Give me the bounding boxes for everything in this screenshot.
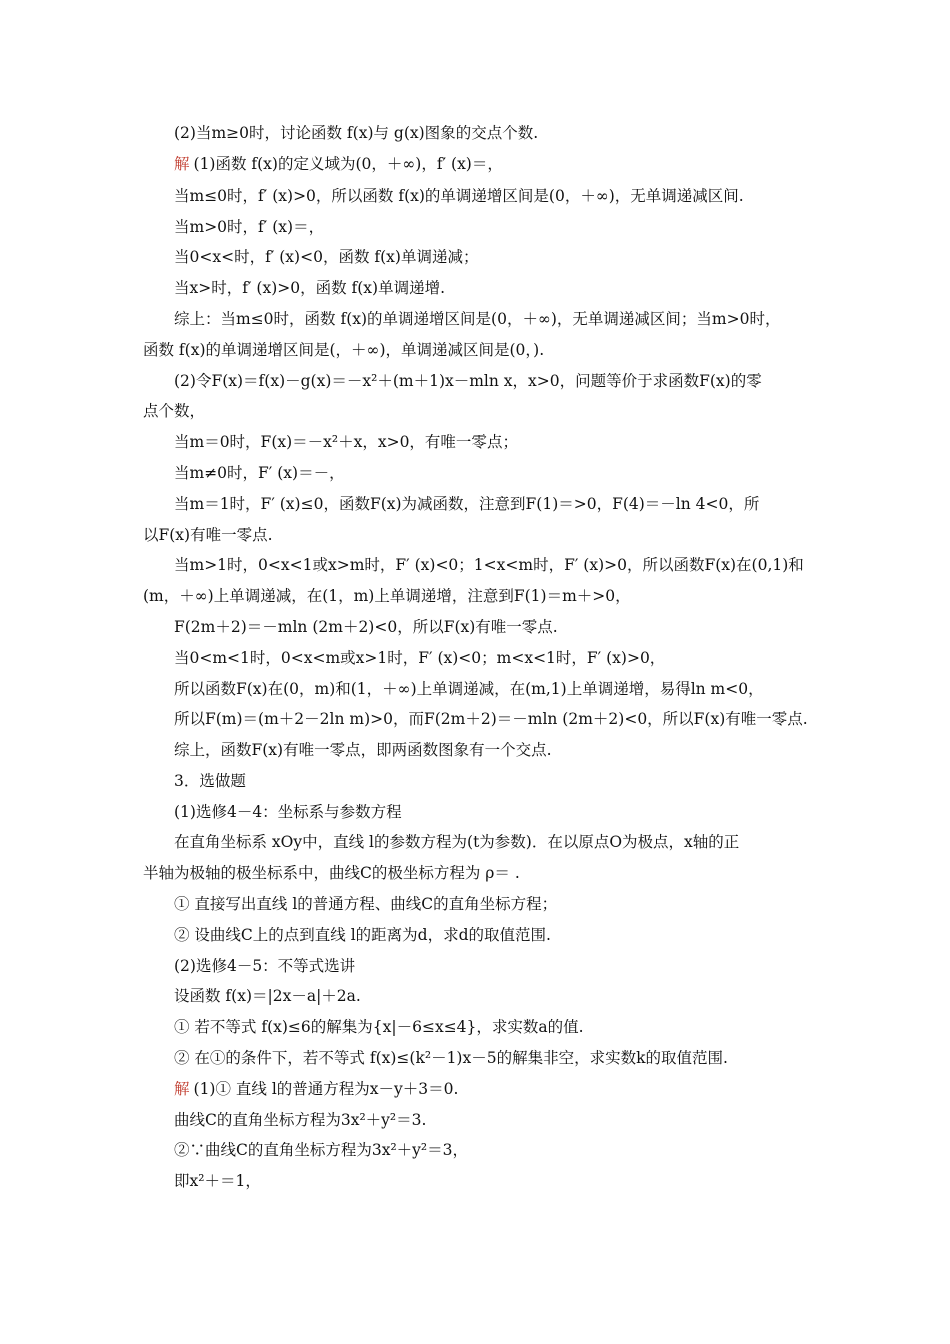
text-line: 当m≤0时，f′ (x)>0，所以函数 f(x)的单调递增区间是(0，＋∞)，无单调递减区间.: [174, 187, 744, 205]
text-line: 当m≠0时，F′ (x)＝－，: [174, 464, 345, 482]
text-line: (2)选修4－5：不等式选讲: [174, 957, 356, 975]
solution-label: 解: [174, 1080, 190, 1098]
solution-line: [174, 1079, 458, 1099]
text-line: ②∵曲线C的直角坐标方程为3x²＋y²＝3，: [174, 1141, 469, 1159]
text-line: 函数 f(x)的单调递增区间是(，＋∞)，单调递减区间是(0，).: [143, 341, 545, 359]
text-line: 所以F(m)＝(m＋2－2ln m)>0，而F(2m＋2)＝－mln (2m＋2)<0，所以F(x)有唯一零点.: [174, 710, 808, 728]
text-line: ② 设曲线C上的点到直线 l的距离为d，求d的取值范围.: [174, 926, 551, 944]
solution-label: 解: [174, 155, 190, 173]
text-line: (2)当m≥0时，讨论函数 f(x)与 g(x)图象的交点个数.: [174, 124, 539, 142]
text-line: 当0<m<1时，0<x<m或x>1时，F′ (x)<0；m<x<1时，F′ (x)>0，: [174, 649, 666, 667]
text-line: 综上，函数F(x)有唯一零点，即两函数图象有一个交点.: [174, 741, 552, 759]
text-line: 综上：当m≤0时，函数 f(x)的单调递增区间是(0，＋∞)，无单调递减区间；当m>0时，: [174, 310, 781, 328]
text-line: (m，＋∞)上单调递减，在(1，m)上单调递增，注意到F(1)＝m＋>0，: [143, 587, 631, 605]
text-line: 当m＝1时，F′ (x)≤0，函数F(x)为减函数，注意到F(1)＝>0，F(4)＝－ln 4<0，所: [174, 495, 760, 513]
text-line: 当0<x<时，f′ (x)<0，函数 f(x)单调递减；: [174, 248, 479, 266]
text-line: 当m＝0时，F(x)＝－x²＋x，x>0，有唯一零点；: [174, 433, 518, 451]
text-line: ② 在①的条件下，若不等式 f(x)≤(k²－1)x－5的解集非空，求实数k的取值范围.: [174, 1049, 728, 1067]
text-line: 设函数 f(x)＝|2x－a|＋2a.: [174, 987, 361, 1005]
text-line: 在直角坐标系 xOy中，直线 l的参数方程为(t为参数)．在以原点O为极点，x轴的正: [174, 833, 740, 851]
text-line: 所以函数F(x)在(0，m)和(1，＋∞)上单调递减，在(m,1)上单调递增，易得ln m<0，: [174, 680, 764, 698]
text-line: (1)① 直线 l的普通方程为x－y＋3＝0.: [193, 1080, 459, 1098]
text-line: 当m>1时，0<x<1或x>m时，F′ (x)<0；1<x<m时，F′ (x)>0，所以函数F(x)在(0,1)和: [174, 556, 804, 574]
text-line: 当m>0时，f′ (x)＝，: [174, 218, 325, 236]
text-line: 当x>时，f′ (x)>0，函数 f(x)单调递增.: [174, 279, 446, 297]
text-line: ① 若不等式 f(x)≤6的解集为{x|－6≤x≤4}，求实数a的值.: [174, 1018, 584, 1036]
text-line: 以F(x)有唯一零点.: [143, 526, 273, 544]
text-line: ① 直接写出直线 l的普通方程、曲线C的直角坐标方程；: [174, 895, 558, 913]
solution-line: [174, 154, 503, 174]
text-line: (2)令F(x)＝f(x)－g(x)＝－x²＋(m＋1)x－mln x，x>0，问题等价于求函数F(x)的零: [174, 372, 762, 390]
text-line: (1)函数 f(x)的定义域为(0，＋∞)，f′ (x)＝，: [193, 155, 503, 173]
text-line: (1)选修4－4：坐标系与参数方程: [174, 803, 402, 821]
section-heading: 3．选做题: [174, 772, 246, 790]
text-line: F(2m＋2)＝－mln (2m＋2)<0，所以F(x)有唯一零点.: [174, 618, 558, 636]
text-line: 点个数，: [143, 402, 206, 420]
text-line: 曲线C的直角坐标方程为3x²＋y²＝3.: [174, 1111, 427, 1129]
text-line: 半轴为极轴的极坐标系中，曲线C的极坐标方程为 ρ＝ .: [143, 864, 520, 882]
text-line: 即x²＋＝1，: [174, 1172, 261, 1190]
